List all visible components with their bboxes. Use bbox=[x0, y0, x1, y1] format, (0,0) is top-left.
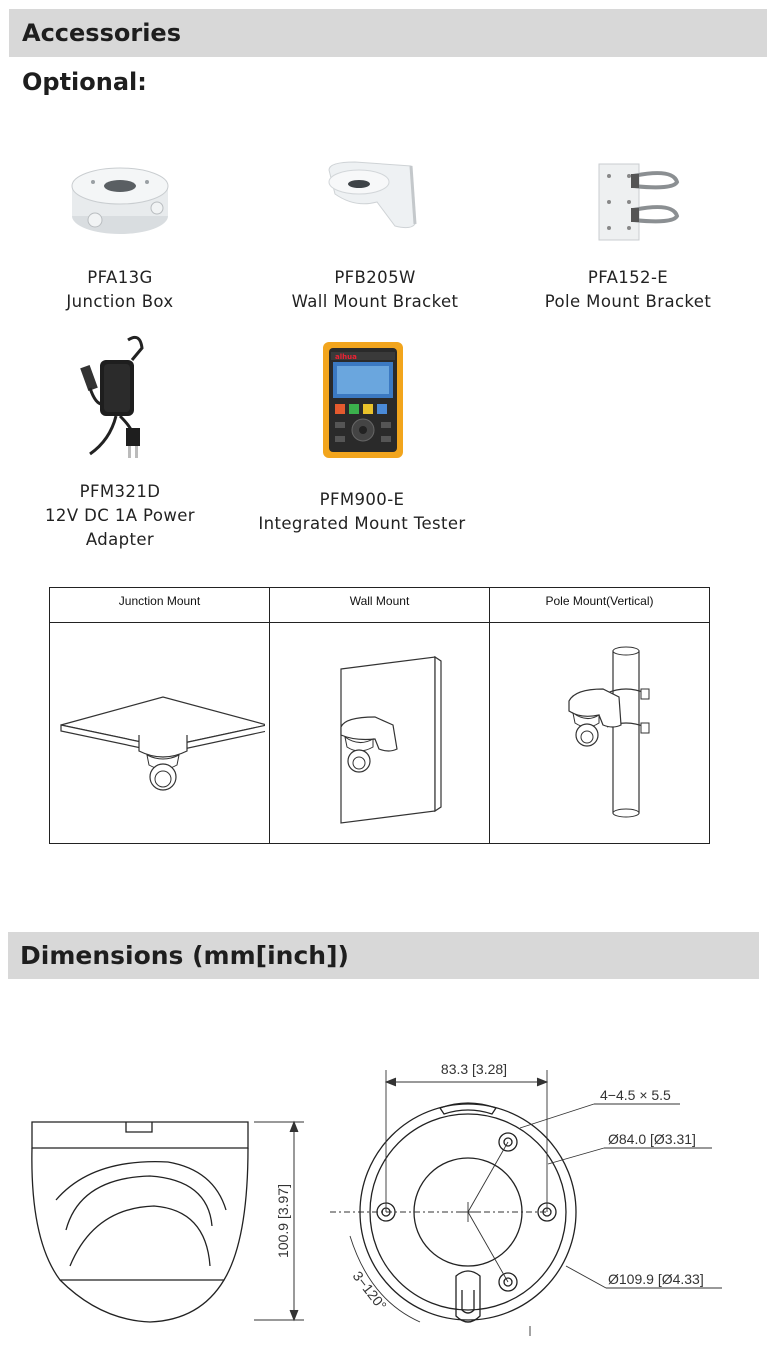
accessory-name: Junction Box bbox=[66, 292, 174, 311]
width-label: 83.3 [3.28] bbox=[440, 1061, 508, 1077]
junction-box-icon bbox=[65, 158, 175, 240]
camera-side-view bbox=[32, 1122, 248, 1322]
accessory-junction-box bbox=[20, 158, 220, 314]
accessory-name: Pole Mount Bracket bbox=[544, 292, 712, 311]
dimensions-header: Dimensions (mm[inch]) bbox=[8, 932, 759, 979]
power-adapter-icon bbox=[70, 330, 170, 466]
header-pole-mount: Pole Mount(Vertical) bbox=[490, 588, 710, 623]
inner-diameter-label: Ø84.0 [Ø3.31] bbox=[608, 1131, 696, 1147]
holes-label: 4−4.5 × 5.5 bbox=[600, 1087, 671, 1103]
junction-mount-drawing bbox=[55, 631, 265, 831]
accessory-name-line1: 12V DC 1A Power bbox=[45, 506, 195, 525]
accessory-wall-mount-bracket bbox=[270, 158, 480, 314]
accessory-mount-tester bbox=[250, 338, 474, 536]
mount-tester-icon bbox=[317, 338, 407, 462]
junction-mount-cell bbox=[50, 623, 270, 844]
optional-subtitle: Optional: bbox=[22, 68, 147, 96]
accessories-header: Accessories bbox=[9, 9, 767, 57]
accessory-model: PFB205W bbox=[334, 268, 416, 287]
wall-mount-drawing bbox=[275, 631, 485, 831]
accessory-model: PFA13G bbox=[87, 268, 153, 287]
height-label: 100.9 [3.97] bbox=[275, 1184, 291, 1258]
accessory-model: PFM900-E bbox=[319, 490, 405, 509]
wall-mount-bracket-icon bbox=[315, 158, 435, 240]
accessory-model: PFA152-E bbox=[587, 268, 669, 287]
accessory-name-line2: Adapter bbox=[85, 530, 155, 549]
accessory-name: Integrated Mount Tester bbox=[258, 514, 466, 533]
dimensions-drawing bbox=[0, 1040, 776, 1360]
header-wall-mount: Wall Mount bbox=[270, 588, 490, 623]
accessory-name: Wall Mount Bracket bbox=[291, 292, 459, 311]
outer-diameter-label: Ø109.9 [Ø4.33] bbox=[608, 1271, 704, 1287]
accessory-model: PFM321D bbox=[79, 482, 161, 501]
pole-mount-cell bbox=[490, 623, 710, 844]
pole-mount-bracket-icon bbox=[573, 158, 683, 244]
tester-brand-text: alhua bbox=[335, 353, 357, 361]
accessory-power-adapter bbox=[20, 330, 220, 552]
accessory-pole-mount-bracket bbox=[528, 158, 728, 314]
mount-type-table bbox=[49, 587, 710, 844]
header-junction-mount: Junction Mount bbox=[50, 588, 270, 623]
pole-mount-drawing bbox=[495, 631, 705, 831]
wall-mount-cell bbox=[270, 623, 490, 844]
angle-label: 3−120° bbox=[349, 1267, 390, 1314]
